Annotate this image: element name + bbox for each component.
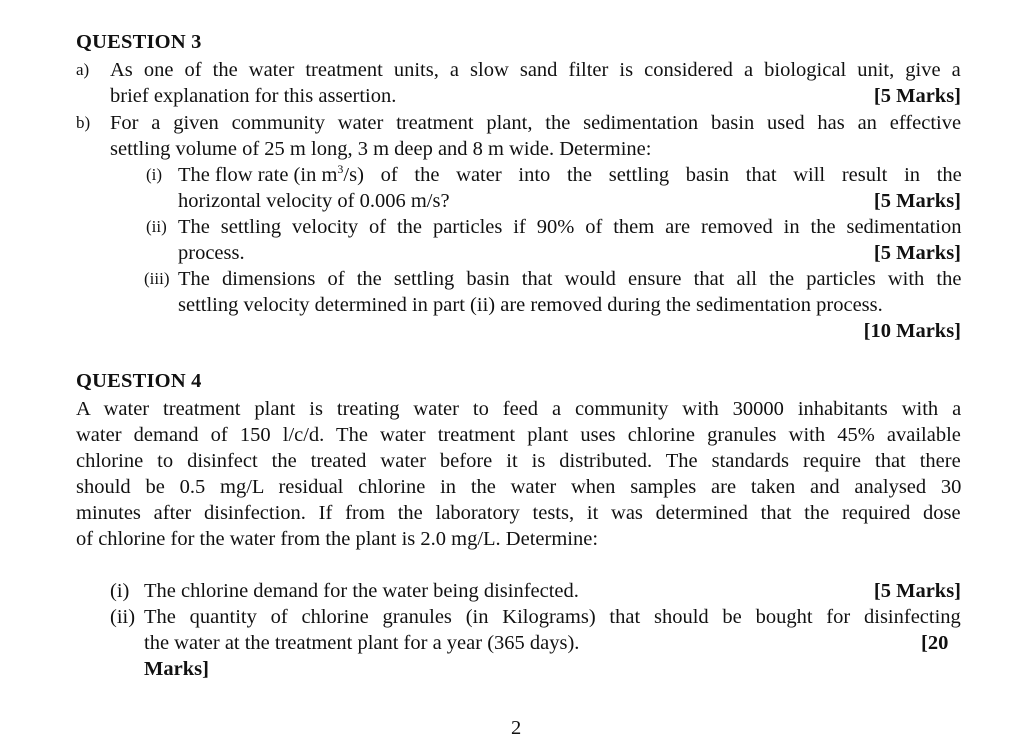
q4-i-label: (i) bbox=[110, 580, 130, 602]
part-b-i-text-post: /s) of the water into the settling basin that will result in the bbox=[343, 164, 962, 186]
part-b-ii-label: (ii) bbox=[146, 217, 167, 236]
part-b-line-2: settling volume of 25 m long, 3 m deep and 8 m wide. Determine: bbox=[110, 138, 652, 160]
part-b-i-line-1 bbox=[178, 162, 961, 188]
question-3-heading: QUESTION 3 bbox=[76, 31, 202, 53]
cubic-superscript: 3 bbox=[337, 162, 344, 177]
part-b-i-line-1-start bbox=[178, 162, 343, 188]
part-a-label: a) bbox=[76, 60, 90, 79]
page-number: 2 bbox=[511, 717, 522, 739]
q4-i-text: The chlorine demand for the water being disinfected. bbox=[144, 580, 579, 602]
q4-para-line-3: chlorine to disinfect the treated water before it is distributed. The standards require that there bbox=[76, 450, 961, 472]
part-a-marks: [5 Marks] bbox=[873, 85, 961, 107]
part-b-iii-line-1: The dimensions of the settling basin that would ensure that all the particles with the bbox=[178, 268, 962, 290]
q4-ii-marks-part-1: [20 bbox=[921, 632, 949, 654]
q4-para-line-2: water demand of 150 l/c/d. The water treatment plant uses chlorine granules with 45% available bbox=[76, 424, 961, 446]
part-b-iii-marks: [10 Marks] bbox=[863, 320, 961, 342]
part-b-ii-line-1: The settling velocity of the particles if 90% of them are removed in the sedimentation bbox=[178, 216, 962, 238]
q4-ii-label: (ii) bbox=[110, 606, 136, 628]
part-b-i-text-pre: The flow rate (in m bbox=[178, 164, 338, 186]
q4-ii-line-2: the water at the treatment plant for a year (365 days). bbox=[144, 632, 580, 654]
part-b-iii-label: (iii) bbox=[144, 269, 170, 288]
part-b-i-marks: [5 Marks] bbox=[873, 190, 961, 212]
q4-para-line-6: of chlorine for the water from the plant is 2.0 mg/L. Determine: bbox=[76, 528, 599, 550]
part-a-line-2: brief explanation for this assertion. bbox=[110, 85, 397, 107]
q4-para-line-1: A water treatment plant is treating water to feed a community with 30000 inhabitants with a bbox=[76, 398, 962, 420]
q4-para-line-5: minutes after disinfection. If from the laboratory tests, it was determined that the required dose bbox=[76, 502, 961, 524]
part-b-line-1: For a given community water treatment plant, the sedimentation basin used has an effective bbox=[110, 112, 962, 134]
question-4-heading: QUESTION 4 bbox=[76, 370, 202, 392]
part-b-iii-line-2: settling velocity determined in part (ii) are removed during the sedimentation process. bbox=[178, 294, 883, 316]
q4-ii-marks-part-2: Marks] bbox=[144, 658, 209, 680]
q4-para-line-4: should be 0.5 mg/L residual chlorine in the water when samples are taken and analysed 30 bbox=[76, 476, 962, 498]
part-b-label: b) bbox=[76, 113, 91, 132]
part-b-ii-marks: [5 Marks] bbox=[873, 242, 961, 264]
q4-ii-line-1: The quantity of chlorine granules (in Kilograms) that should be bought for disinfecting bbox=[144, 606, 961, 628]
part-b-ii-line-2: process. bbox=[178, 242, 245, 264]
part-a-line-1: As one of the water treatment units, a slow sand filter is considered a biological unit, give a bbox=[110, 59, 961, 81]
q4-i-marks: [5 Marks] bbox=[873, 580, 961, 602]
part-b-i-line-2: horizontal velocity of 0.006 m/s? bbox=[178, 190, 450, 212]
part-b-i-label: (i) bbox=[146, 165, 163, 184]
